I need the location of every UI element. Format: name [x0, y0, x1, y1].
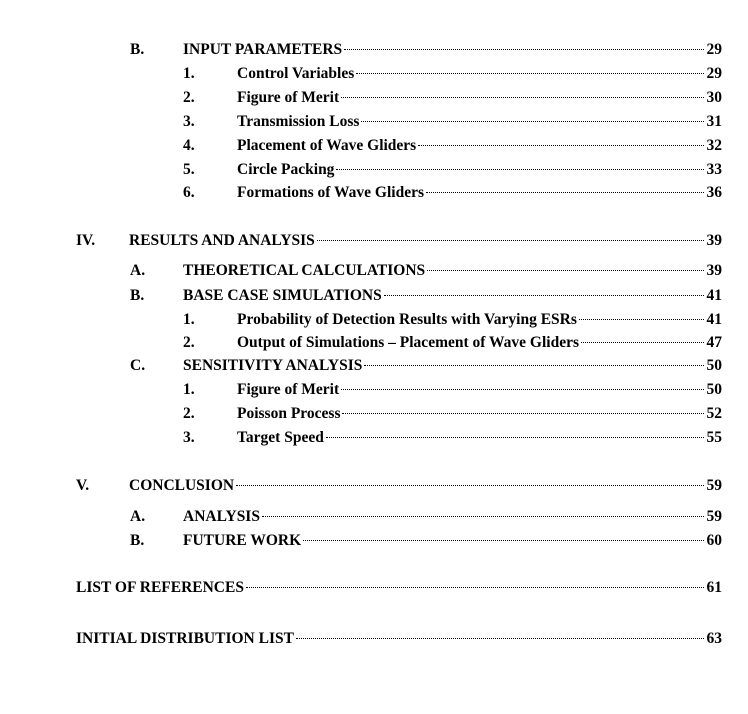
toc-entry-page: 32	[706, 137, 722, 154]
toc-entry	[0, 310, 748, 330]
dot-leader	[427, 270, 703, 271]
dot-leader	[236, 485, 703, 486]
toc-entry	[0, 404, 748, 424]
dot-leader	[341, 389, 703, 390]
toc-entry-page: 61	[706, 579, 722, 596]
toc-entry-number: A.	[130, 508, 146, 525]
toc-entry-title: Figure of Merit	[237, 381, 340, 398]
toc-entry-title: ANALYSIS	[183, 508, 260, 525]
toc-entry-number: 2.	[183, 334, 195, 351]
toc-entry-page: 50	[706, 357, 722, 374]
dot-leader	[246, 587, 704, 588]
toc-entry-number: 4.	[183, 137, 195, 154]
toc-entry-number: 3.	[183, 429, 195, 446]
toc-entry-page: 29	[706, 41, 722, 58]
toc-entry-number: 6.	[183, 184, 195, 201]
toc-entry-number: 2.	[183, 405, 195, 422]
toc-entry-number: C.	[130, 357, 146, 374]
dot-leader	[384, 295, 704, 296]
toc-entry-title: BASE CASE SIMULATIONS	[183, 287, 382, 304]
toc-entry-number: B.	[130, 287, 145, 304]
toc-entry-title: Output of Simulations – Placement of Wave Gliders	[237, 334, 580, 351]
toc-entry-number: 1.	[183, 381, 195, 398]
toc-entry	[0, 88, 748, 108]
toc-entry-page: 59	[706, 508, 722, 525]
toc-entry-number: 1.	[183, 65, 195, 82]
toc-entry-page: 39	[706, 232, 722, 249]
toc-entry-page: 31	[706, 113, 722, 130]
dot-leader	[418, 145, 703, 146]
dot-leader	[303, 540, 703, 541]
toc-entry-page: 41	[706, 287, 722, 304]
toc-entry-page: 50	[706, 381, 722, 398]
dot-leader	[262, 516, 704, 517]
toc-entry	[0, 333, 748, 353]
toc-entry	[0, 261, 748, 281]
toc-entry-number: 2.	[183, 89, 195, 106]
toc-entry-number: IV.	[76, 232, 96, 249]
dot-leader	[581, 342, 703, 343]
dot-leader	[579, 319, 704, 320]
dot-leader	[364, 365, 703, 366]
toc-entry	[0, 380, 748, 400]
toc-entry	[0, 286, 748, 306]
toc-entry-page: 39	[706, 262, 722, 279]
toc-entry-page: 29	[706, 65, 722, 82]
toc-entry-title: LIST OF REFERENCES	[76, 579, 244, 596]
toc-entry-title: Probability of Detection Results with Varying ESRs	[237, 311, 577, 328]
toc-entry-page: 59	[706, 477, 722, 494]
toc-entry-number: A.	[130, 262, 146, 279]
dot-leader	[361, 121, 703, 122]
toc-entry-page: 41	[706, 311, 722, 328]
toc-entry-title: Formations of Wave Gliders	[237, 184, 424, 201]
toc-entry-title: Figure of Merit	[237, 89, 340, 106]
toc-entry	[0, 136, 748, 156]
dot-leader	[344, 49, 703, 50]
toc-entry-title: RESULTS AND ANALYSIS	[129, 232, 315, 249]
toc-entry-title: FUTURE WORK	[183, 532, 302, 549]
toc-entry-title: Circle Packing	[237, 161, 335, 178]
toc-entry	[0, 476, 748, 496]
dot-leader	[296, 638, 704, 639]
toc-entry-page: 36	[706, 184, 722, 201]
toc-entry	[0, 40, 748, 60]
toc-entry-title: Poisson Process	[237, 405, 341, 422]
toc-entry	[0, 578, 748, 598]
toc-entry-page: 60	[706, 532, 722, 549]
dot-leader	[426, 192, 704, 193]
toc-entry	[0, 112, 748, 132]
dot-leader	[341, 97, 703, 98]
toc-entry	[0, 231, 748, 251]
toc-entry	[0, 160, 748, 180]
toc-entry-title: Transmission Loss	[237, 113, 360, 130]
toc-entry	[0, 183, 748, 203]
toc-entry-page: 33	[706, 161, 722, 178]
toc-entry-title: INPUT PARAMETERS	[183, 41, 343, 58]
toc-entry-number: B.	[130, 532, 145, 549]
toc-entry-page: 63	[706, 630, 722, 647]
toc-entry-title: CONCLUSION	[129, 477, 235, 494]
dot-leader	[326, 437, 704, 438]
toc-entry-page: 52	[706, 405, 722, 422]
toc-entry-number: 5.	[183, 161, 195, 178]
toc-entry	[0, 507, 748, 527]
toc-entry-title: THEORETICAL CALCULATIONS	[183, 262, 426, 279]
toc-entry	[0, 356, 748, 376]
toc-entry-number: 1.	[183, 311, 195, 328]
dot-leader	[336, 169, 703, 170]
toc-entry-number: 3.	[183, 113, 195, 130]
toc-entry-title: SENSITIVITY ANALYSIS	[183, 357, 363, 374]
dot-leader	[317, 240, 704, 241]
toc-entry-number: V.	[76, 477, 90, 494]
toc-entry	[0, 629, 748, 649]
toc-entry-number: B.	[130, 41, 145, 58]
toc-entry-title: Control Variables	[237, 65, 355, 82]
toc-entry-page: 47	[706, 334, 722, 351]
dot-leader	[356, 73, 703, 74]
toc-entry-page: 55	[706, 429, 722, 446]
toc-entry-title: Placement of Wave Gliders	[237, 137, 417, 154]
toc-entry-title: INITIAL DISTRIBUTION LIST	[76, 630, 294, 647]
dot-leader	[342, 413, 703, 414]
toc-entry-title: Target Speed	[237, 429, 324, 446]
toc-entry	[0, 531, 748, 551]
toc-entry	[0, 428, 748, 448]
toc-entry	[0, 64, 748, 84]
toc-entry-page: 30	[706, 89, 722, 106]
